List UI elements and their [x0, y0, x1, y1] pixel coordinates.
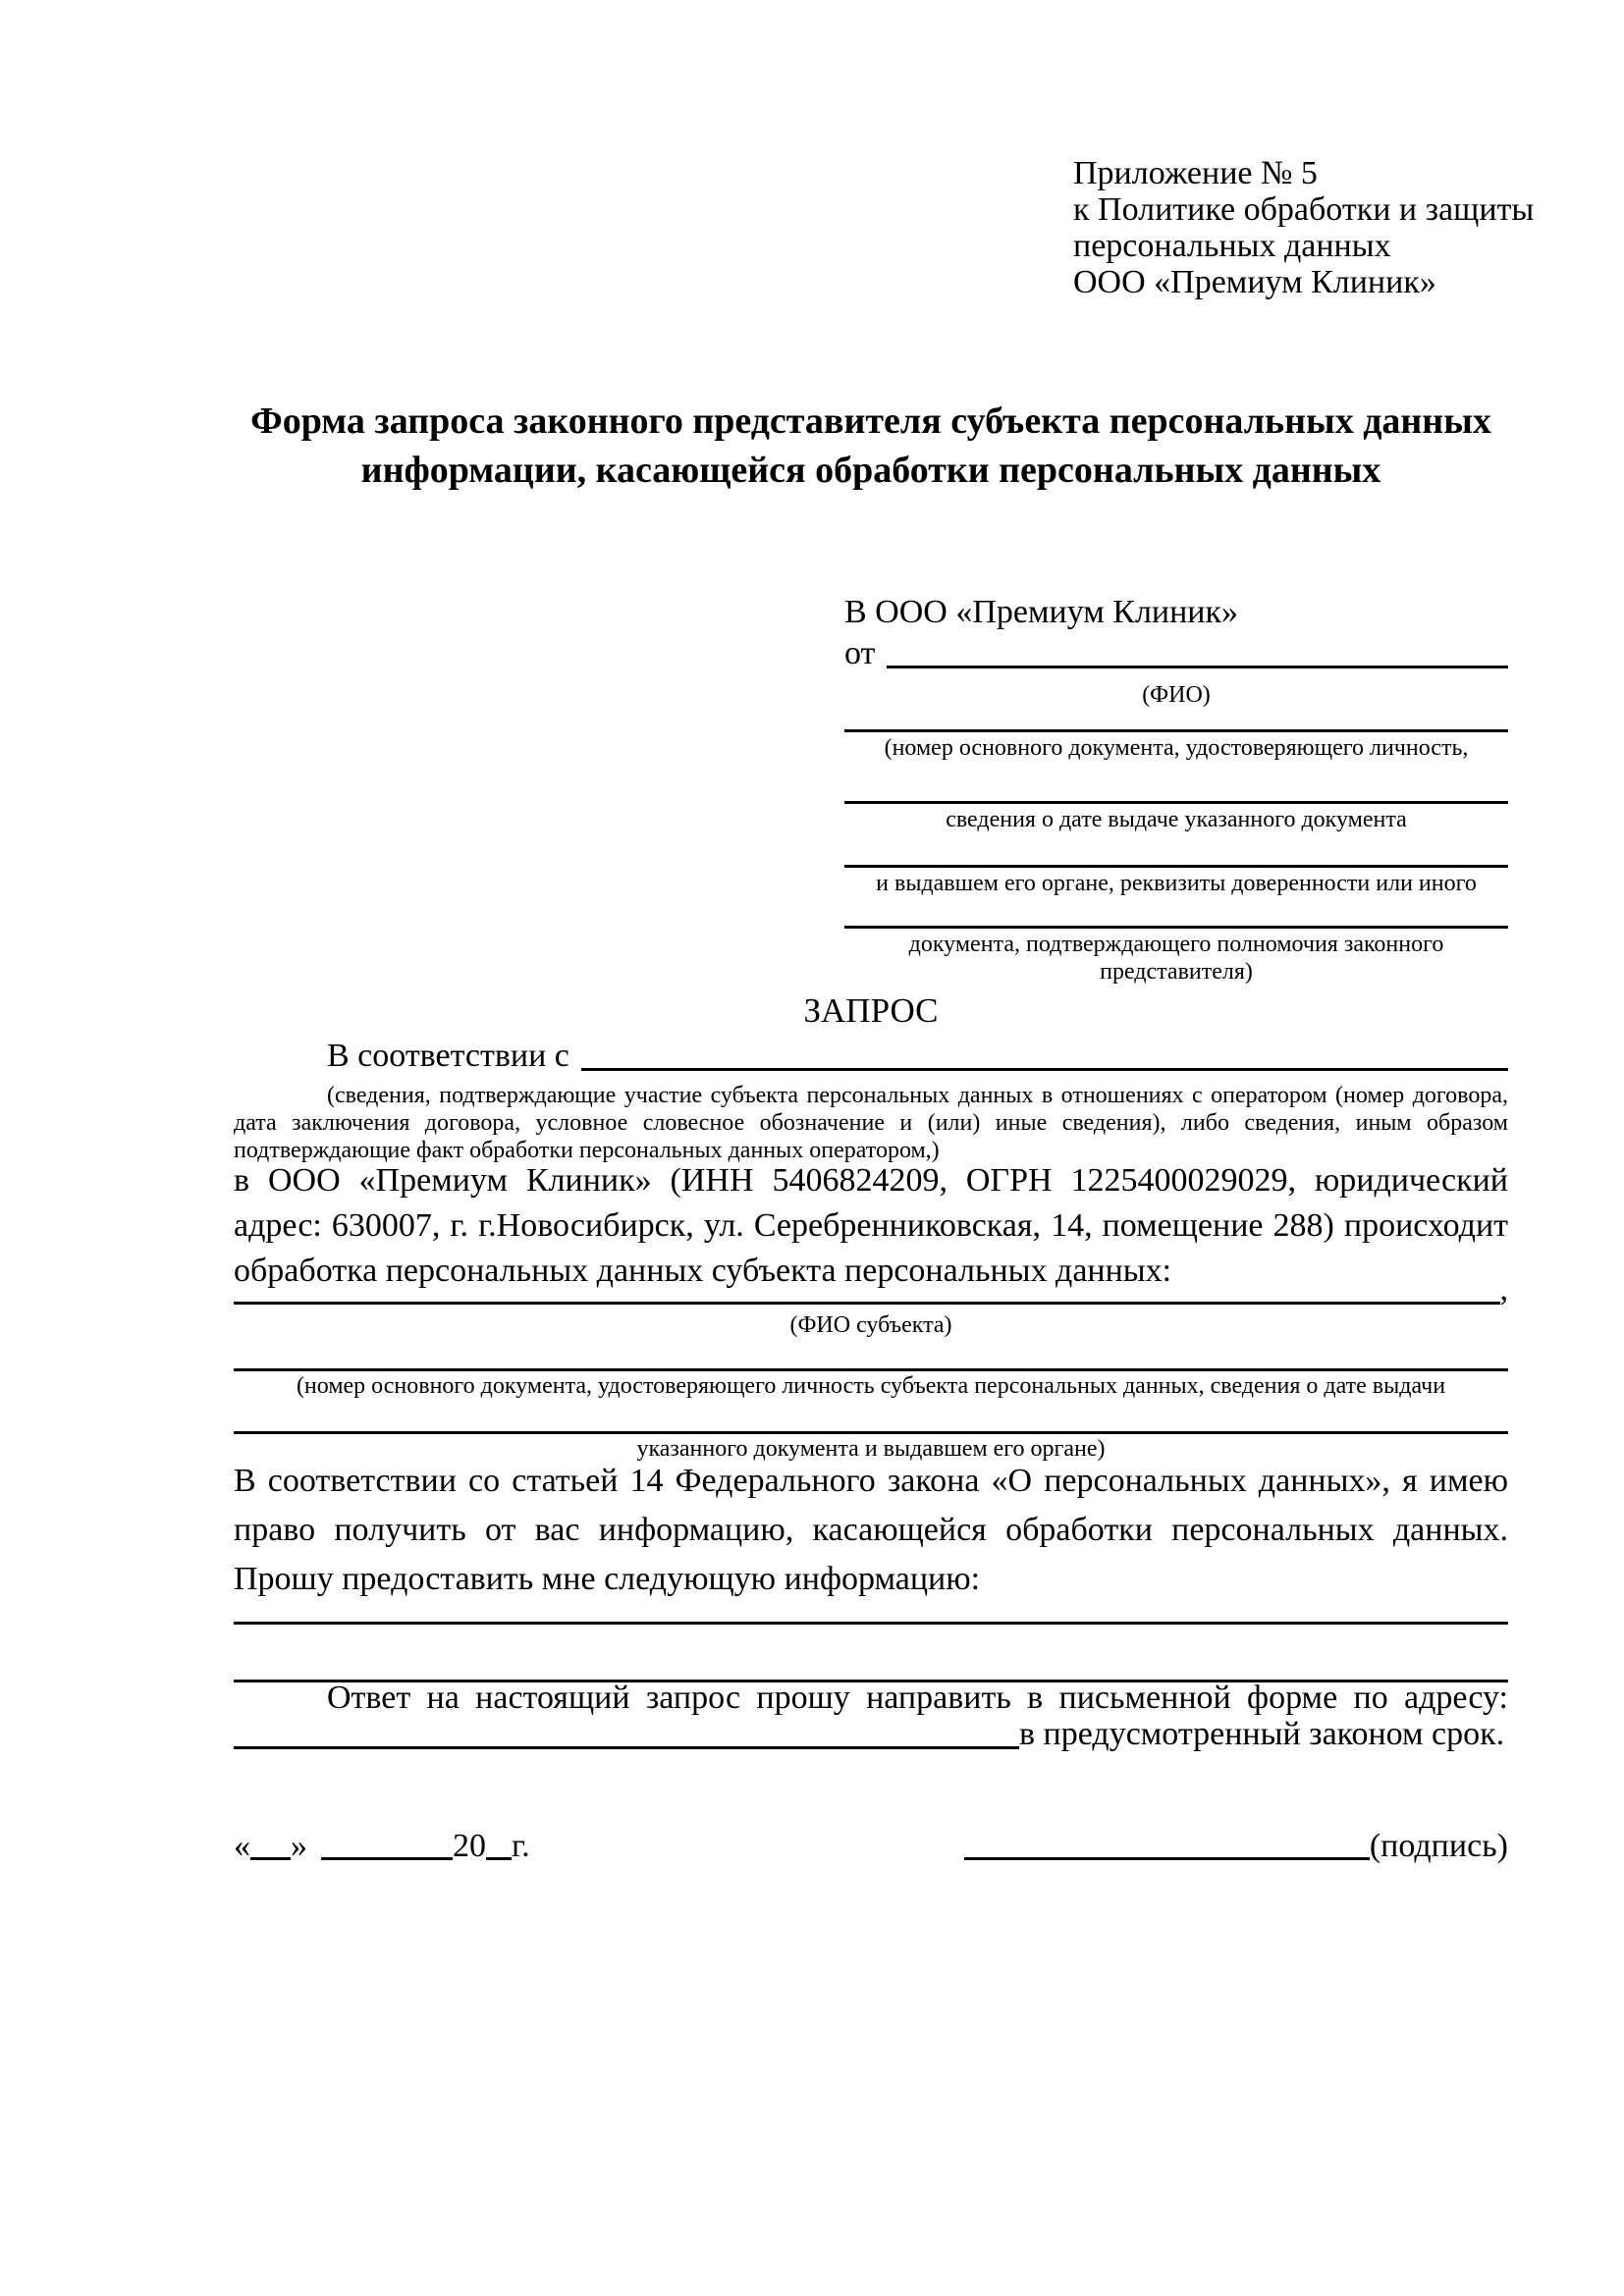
date-quote-close: » — [291, 1828, 307, 1864]
subject-fio-line — [234, 1268, 1508, 1311]
blank-line — [844, 832, 1508, 868]
appendix-line: персональных данных — [1073, 228, 1391, 264]
subject-fio-comma: , — [1499, 1271, 1508, 1308]
field-row — [844, 832, 1508, 897]
intro-caption: (сведения, подтверждающие участие субъекта персональных данных в отношениях с оператором (номер договора, дата заключения договора, условное словесное обозначение и (или) иные сведения), либо сведения, иным образом подтверждающие факт обработки персональных данных оператором,) — [234, 1083, 1508, 1163]
blank-line — [844, 893, 1508, 929]
document-title: Форма запроса законного представителя субъекта персональных данных информации, касающейся обработки персональных данных — [250, 400, 1491, 491]
addressee-org: В ООО «Премиум Клиник» — [844, 594, 1239, 630]
answer-line: Ответ на настоящий запрос прошу направить в письменной форме по адресу: — [327, 1680, 1508, 1716]
appendix-line: ООО «Премиум Клиник» — [1073, 264, 1436, 300]
operator-paragraph: в ООО «Премиум Клиник» (ИНН 5406824209, ОГРН 1225400029029, юридический адрес: 630007, г. г.Новосибирск, ул. Серебренниковская, 14, помещение 288) происходит обработка персональных данных субъекта персональных данных: — [234, 1162, 1508, 1289]
blank-line — [234, 1396, 1508, 1434]
subject-doc-caption: (номер основного документа, удостоверяющего личность субъекта персональных данных, сведения о дате выдачи — [296, 1373, 1446, 1399]
date-year-prefix: 20 — [453, 1828, 486, 1864]
answer-tail-line — [234, 1713, 1508, 1756]
appendix-line: к Политике обработки и защиты — [1073, 191, 1535, 228]
signature-caption: (подпись) — [1369, 1828, 1508, 1864]
subject-fio-caption: (ФИО субъекта) — [789, 1312, 952, 1338]
field-caption: и выдавшем его органе, реквизиты доверенности или иного — [876, 871, 1477, 896]
subject-doc-caption: указанного документа и выдавшем его органе) — [636, 1436, 1106, 1462]
appendix-line: Приложение № 5 — [1073, 155, 1318, 191]
fio-caption: (ФИО) — [1142, 682, 1211, 708]
subject-fio-blank-line — [234, 1302, 1500, 1305]
date-month-blank — [321, 1857, 453, 1860]
address-blank-line — [234, 1746, 1019, 1749]
intro-label: В соответствии с — [327, 1038, 569, 1074]
signature-blank-line — [964, 1857, 1370, 1860]
date-year-blank — [486, 1857, 512, 1860]
request-heading: ЗАПРОС — [803, 991, 939, 1030]
field-caption: сведения о дате выдаче указанного документа — [946, 807, 1407, 832]
blank-line — [234, 1586, 1508, 1625]
field-row — [844, 769, 1508, 833]
field-caption: документа, подтверждающего полномочия законного представителя) — [908, 932, 1444, 985]
from-line — [844, 632, 1508, 675]
date-quote-open: « — [234, 1828, 250, 1864]
intro-blank-line — [581, 1068, 1508, 1071]
intro-line — [234, 1035, 1508, 1078]
date-year-suffix: г. — [512, 1828, 530, 1864]
blank-line — [234, 1333, 1508, 1371]
from-label: от — [844, 635, 876, 671]
field-row — [844, 697, 1508, 762]
from-blank-line — [887, 666, 1508, 668]
field-row — [844, 893, 1508, 986]
answer-tail: в предусмотренный законом срок. — [1019, 1716, 1505, 1752]
appendix-note — [1073, 155, 1623, 300]
date-day-blank — [250, 1857, 291, 1860]
blank-line — [844, 769, 1508, 804]
blank-line — [844, 697, 1508, 732]
signature-group — [964, 1828, 1508, 1865]
field-caption: (номер основного документа, удостоверяющего личность, — [884, 735, 1469, 761]
law-paragraph: В соответствии со статьей 14 Федерального закона «О персональных данных», я имею право получить от вас информацию, касающейся обработки персональных данных. Прошу предоставить мне следующую информацию: — [234, 1463, 1508, 1597]
footer-row — [234, 1828, 1508, 1865]
